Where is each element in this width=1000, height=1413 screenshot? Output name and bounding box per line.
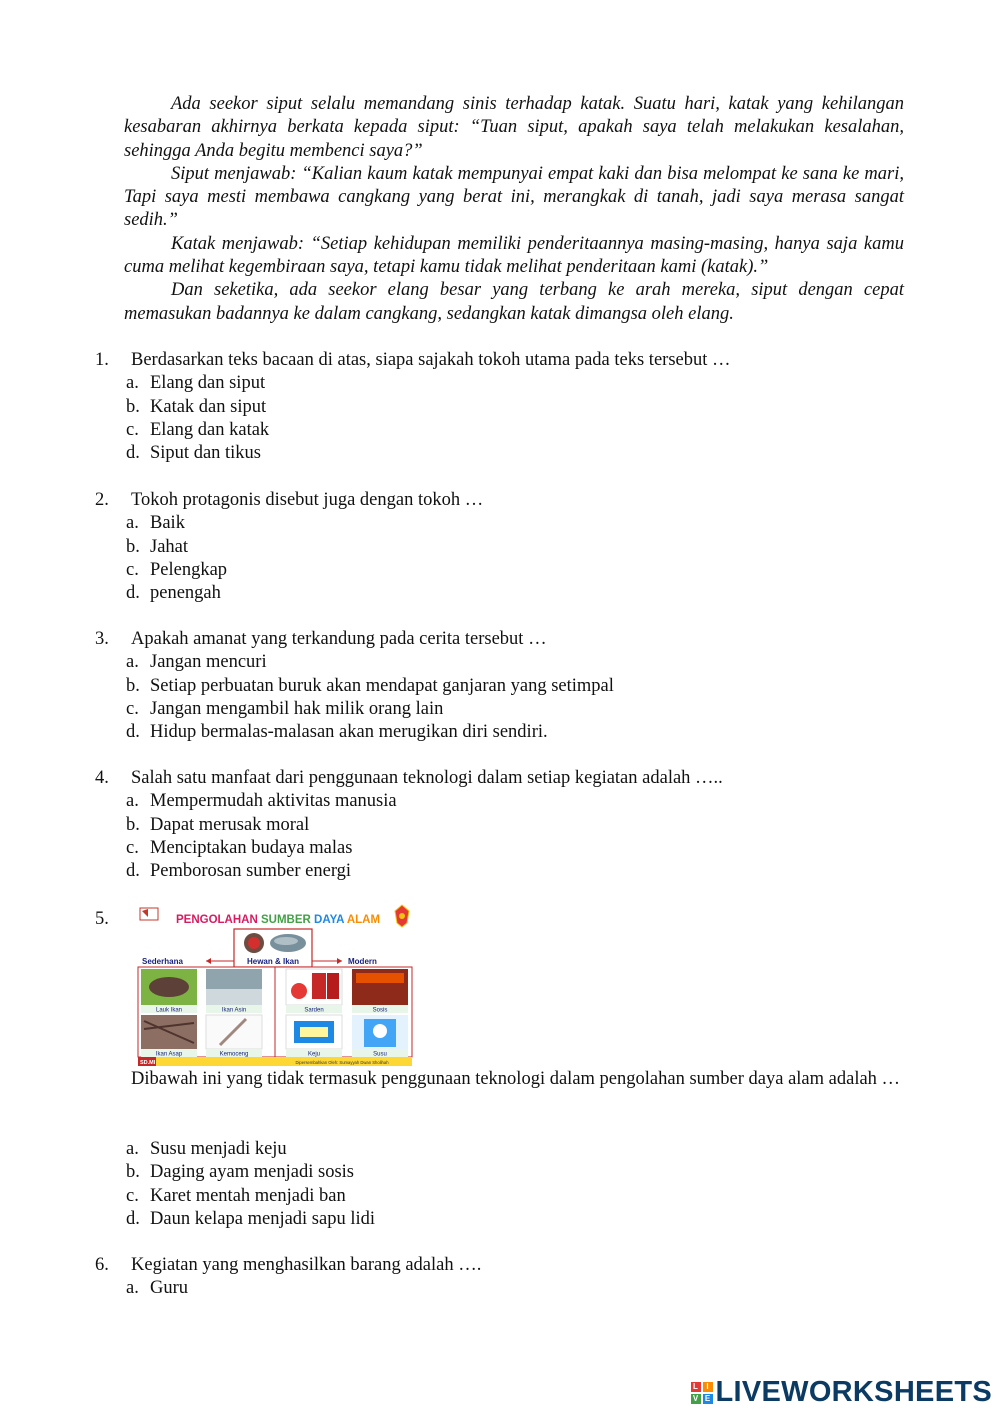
logo-grid-icon: L I V E xyxy=(691,1382,713,1404)
infographic-footer-right: Dipersembahkan Oleh: Sumayyah Dwan Sholihah xyxy=(295,1060,389,1065)
infographic-right-label: Modern xyxy=(348,957,377,966)
option-d[interactable]: d. penengah xyxy=(126,583,221,604)
option-list xyxy=(126,651,905,744)
option-list xyxy=(126,790,905,883)
question-stem: Kegiatan yang menghasilkan barang adalah …. xyxy=(131,1255,482,1275)
question-3 xyxy=(95,628,905,744)
infographic-cell-label: Lauk Ikan xyxy=(155,1007,183,1014)
option-list xyxy=(126,1138,905,1231)
liveworksheets-logo xyxy=(691,1376,993,1409)
question-number: 1. xyxy=(95,350,109,370)
story-passage xyxy=(124,93,904,326)
story-paragraph-4: Dan seketika, ada seekor elang besar yang terbang ke arah mereka, siput dengan cepat memasukan badannya ke dalam cangkang, sedangkan katak dimangsa oleh elang. xyxy=(124,280,904,324)
infographic-cell-label: Kemoceng xyxy=(219,1051,249,1058)
infographic-cell-label: Keju xyxy=(307,1051,321,1058)
infographic-cell-label: Sarden xyxy=(304,1007,324,1014)
option-a[interactable]: a. Elang dan siput xyxy=(126,373,266,394)
option-list xyxy=(126,512,905,605)
question-number: 2. xyxy=(95,490,109,510)
infographic-title: PENGOLAHAN SUMBER DAYA ALAM xyxy=(176,914,381,926)
question-4 xyxy=(95,767,905,883)
question-number: 3. xyxy=(95,629,109,649)
option-b[interactable]: b. Daging ayam menjadi sosis xyxy=(126,1162,354,1183)
option-a[interactable]: a. Jangan mencuri xyxy=(126,652,267,673)
question-stem: Salah satu manfaat dari penggunaan teknologi dalam setiap kegiatan adalah ….. xyxy=(131,768,723,788)
infographic-cell-label: Susu xyxy=(373,1051,387,1058)
question-2 xyxy=(95,489,905,605)
option-list xyxy=(126,1277,905,1300)
option-a[interactable]: a. Guru xyxy=(126,1278,189,1299)
question-number: 4. xyxy=(95,768,109,788)
option-c[interactable]: c. Elang dan katak xyxy=(126,419,270,440)
infographic-cell-label: Ikan Asap xyxy=(155,1051,183,1058)
option-c[interactable]: c. Jangan mengambil hak milik orang lain xyxy=(126,698,444,719)
option-a[interactable]: a. Susu menjadi keju xyxy=(126,1139,287,1159)
option-b[interactable]: b. Dapat merusak moral xyxy=(126,814,310,835)
infographic-footer-left: SD.MI xyxy=(140,1060,156,1066)
question-stem: Apakah amanat yang terkandung pada cerita tersebut … xyxy=(131,629,547,649)
infographic-left-label: Sederhana xyxy=(142,957,183,966)
option-b[interactable]: b. Setiap perbuatan buruk akan mendapat ganjaran yang setimpal xyxy=(126,675,614,696)
question-number: 5. xyxy=(95,909,109,929)
question-stem: Tokoh protagonis disebut juga dengan tokoh … xyxy=(131,490,484,510)
question-6 xyxy=(95,1254,905,1301)
infographic-image xyxy=(136,903,414,1067)
option-a[interactable]: a. Mempermudah aktivitas manusia xyxy=(126,791,397,812)
option-d[interactable]: d. Hidup bermalas-malasan akan merugikan diri sendiri. xyxy=(126,722,548,743)
logo-wordmark: LIVEWORKSHEETS xyxy=(715,1376,992,1408)
question-stem: Berdasarkan teks bacaan di atas, siapa sajakah tokoh utama pada teks tersebut … xyxy=(131,350,731,370)
story-paragraph-2: Siput menjawab: “Kalian kaum katak mempunyai empat kaki dan bisa melompat ke sana ke mari, Tapi saya mesti membawa cangkang yang berat ini, merangkak di tanah, jadi saya merasa sangat sedih.” xyxy=(124,163,904,231)
option-d[interactable]: d. Pemborosan sumber energi xyxy=(126,861,352,882)
question-stem: Dibawah ini yang tidak termasuk penggunaan teknologi dalam pengolahan sumber daya alam adalah … xyxy=(131,1069,901,1089)
option-c[interactable]: c. Pelengkap xyxy=(126,559,228,580)
story-paragraph-3: Katak menjawab: “Setiap kehidupan memiliki penderitaannya masing-masing, hanya saja kamu cuma melihat kegembiraan saya, tetapi kamu tidak melihat penderitaan kami (katak).” xyxy=(124,233,904,278)
option-c[interactable]: c. Karet mentah menjadi ban xyxy=(126,1185,346,1206)
option-d[interactable]: d. Siput dan tikus xyxy=(126,443,262,464)
option-c[interactable]: c. Menciptakan budaya malas xyxy=(126,837,353,858)
question-5-options xyxy=(95,1138,905,1231)
question-number: 6. xyxy=(95,1255,109,1275)
option-b[interactable]: b. Katak dan siput xyxy=(126,396,267,417)
infographic-cell-label: Sosis xyxy=(372,1007,388,1014)
option-b[interactable]: b. Jahat xyxy=(126,536,189,557)
option-a[interactable]: a. Baik xyxy=(126,513,185,534)
option-list xyxy=(126,372,905,465)
story-paragraph-1: Ada seekor siput selalu memandang sinis terhadap katak. Suatu hari, katak yang kehilangan kesabaran akhirnya berkata kepada siput: “Tuan siput, apakah saya telah melakukan kesalahan, sehingga Anda begitu membenci saya?” xyxy=(124,94,904,161)
question-1 xyxy=(95,349,905,465)
infographic-cell-label: Ikan Asin xyxy=(221,1007,247,1014)
infographic-center-label: Hewan & Ikan xyxy=(246,957,300,966)
option-d[interactable]: d. Daun kelapa menjadi sapu lidi xyxy=(126,1208,376,1229)
